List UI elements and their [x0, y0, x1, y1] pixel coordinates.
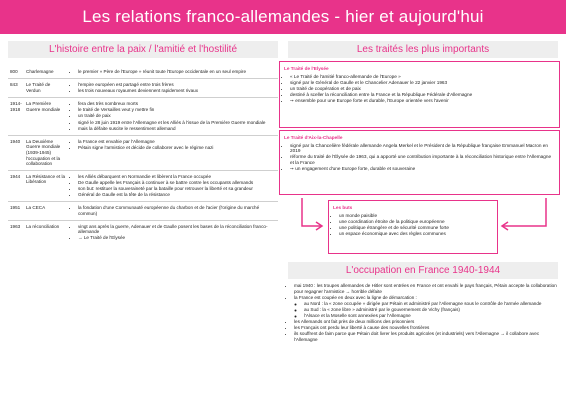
timeline-bullet: • la France est envahie par l'Allemagne	[78, 139, 278, 145]
arrow-right	[502, 198, 546, 226]
timeline-bullet: • les trois nouveaux royaumes deviennent rapidement rivaux	[78, 88, 278, 94]
list-item: • ➙ ensemble pour une Europe forte et durable, l'Europe orientée vers l'avenir	[290, 98, 555, 104]
timeline-event-name: Charlemagne	[26, 69, 54, 74]
occupation-content	[288, 283, 558, 343]
occupation-list	[288, 283, 558, 342]
list-item: • ➙ un engagement d'une Europe forte, durable et souveraine	[290, 166, 555, 172]
timeline-bullet: • l'empire européen est partagé entre trois frères	[78, 82, 278, 88]
occupation-item: • mai 1940 : les troupes allemandes de Hitler sont entrées en France et ont envahi le pays français, Pétain accepte la collaboration pour regagner l'armistice → horrible défaite	[294, 283, 558, 294]
timeline-bullet: • signé le 28 juin 1919 entre l'Allemagne et les Alliés à l'issue de la Première Guerre mondiale	[78, 120, 278, 126]
timeline-bullet: • → Le Traité de l'Elysée	[78, 235, 278, 241]
timeline-bullet: • le premier « Père de l'Europe » réunit toute l'Europe occidentale en un seul empire	[78, 69, 278, 75]
timeline-event-name: La CECA	[26, 205, 46, 211]
list-item: • signé par le Général de Gaulle et le Chancelier Adenauer le 22 janvier 1963	[290, 80, 555, 86]
timeline-date: 1963	[10, 223, 21, 229]
timeline-bullet: • Pétain signe l'armistice et décide de collaborer avec le régime nazi	[78, 145, 278, 151]
timeline-bullet: • vingt ans après la guerre, Adenauer et de Gaulle posent les bases de la réconciliation franco-allemande	[78, 224, 278, 235]
list-item: • un monde paisible	[339, 213, 493, 219]
aix-treaty-title: Le Traité d'Aix-la-Chapelle	[284, 135, 343, 140]
arrow-left	[302, 198, 322, 226]
timeline-bullet: • un traité de paix	[78, 113, 278, 119]
timeline-event-name: La Première Guerre mondiale	[26, 101, 61, 112]
timeline-bullet: • la fondation d'une Communauté européenne du charbon et de l'acier (l'origine du marché commun)	[78, 205, 278, 216]
right-section-heading: Les traités les plus importants	[288, 41, 558, 58]
occupation-item: • la France est coupée en deux avec la ligne de démarcation :	[294, 295, 558, 301]
timeline-bullet: • le traité de Versailles veut y mettre fin	[78, 107, 278, 113]
timeline-bullet: • De Gaulle appelle les Français à continuer à se battre contre les occupants allemands	[78, 180, 278, 186]
buts-title: Les buts	[333, 205, 353, 210]
occupation-subitem: ◦ au Sud : la « zone libre » administré par le gouvernement de Vichy (français)	[304, 307, 558, 313]
elysee-treaty-title: Le Traité de l'Elysée	[284, 66, 329, 71]
timeline-bullet: • Général de Gaulle est la tête de la résistance	[78, 192, 278, 198]
timeline-date: 1944	[10, 173, 21, 179]
timeline-event-name: La réconciliation	[26, 223, 60, 229]
occupation-subitem: ◦ au Nord : la « zone occupée » dirigée par Pétain et administré par l'Allemagne sous le contrôle de l'armée allemande	[304, 301, 558, 307]
timeline-date: 1940	[10, 138, 21, 144]
timeline-event-name: La Résistance et la Libération	[26, 173, 66, 185]
occupation-subgroup	[294, 301, 558, 319]
list-item: • réforme du traité de l'Élysée de 1963, qui a apporté une contribution importante à la réconciliation historique entre l'Allemagne et la France	[290, 154, 555, 165]
timeline-bullet: • les Alliés débarquent en Normandie et libèrent la France occupée	[78, 174, 278, 180]
occupation-item: • ils souffrent de faim parce que Pétain doit livrer les produits agricoles (et industriels) vers l'Allemagne → il collabore avec l'Allemagne	[294, 331, 558, 342]
timeline-date: 1914-1918	[10, 101, 22, 112]
list-item: • une coordination étroite de la politique européenne	[339, 219, 493, 225]
timeline-bullet: • fera des très nombreux morts	[78, 101, 278, 107]
timeline-bullet: • son but: restituer la souveraineté par la bataille pour retrouver la liberté et sa grandeur	[78, 186, 278, 192]
list-item: • signé par la Chancelière fédérale allemande Angela Merkel et le Président de la République française Emmanuel Macron en 2019	[290, 143, 555, 154]
timeline-bullet: • mais la défaite suscite le ressentiment allemand	[78, 126, 278, 132]
occupation-item: • les Français ont perdu leur liberté à cause des nouvelles frontières	[294, 325, 558, 331]
occupation-item: • les Allemands ont fait près de deux millions des prisonniers	[294, 319, 558, 325]
timeline-event-name: Le Traité de Verdun	[26, 82, 51, 93]
timeline-date: 800	[10, 69, 18, 74]
list-item: • destiné à sceller la réconciliation entre la France et la République Fédérale d'Allemagne	[290, 92, 555, 98]
timeline-event-name: La Deuxième Guerre mondiale (1939-1945) l'occupation et la collaboration	[26, 138, 61, 167]
list-item: • un traité de coopération et de paix	[290, 86, 555, 92]
occupation-subitem: ◦ l'Alsace et la Moselle sont annexées par l'Allemagne	[304, 313, 558, 319]
occupation-sublist	[294, 301, 558, 319]
list-item: • une politique étrangère et de sécurité commune forte	[339, 225, 493, 231]
timeline-date: 1951	[10, 205, 21, 211]
list-item: • un espace économique avec des règles communes	[339, 231, 493, 237]
left-section-heading: L'histoire entre la paix / l'amitié et l'hostilité	[8, 41, 278, 58]
page-title: Les relations franco-allemandes - hier et aujourd'hui	[82, 7, 484, 26]
list-item: • « Le Traité de l'amitié franco-allemande de l'Europe »	[290, 74, 555, 80]
occupation-heading: L'occupation en France 1940-1944	[288, 262, 558, 279]
timeline-date: 843	[10, 82, 18, 88]
